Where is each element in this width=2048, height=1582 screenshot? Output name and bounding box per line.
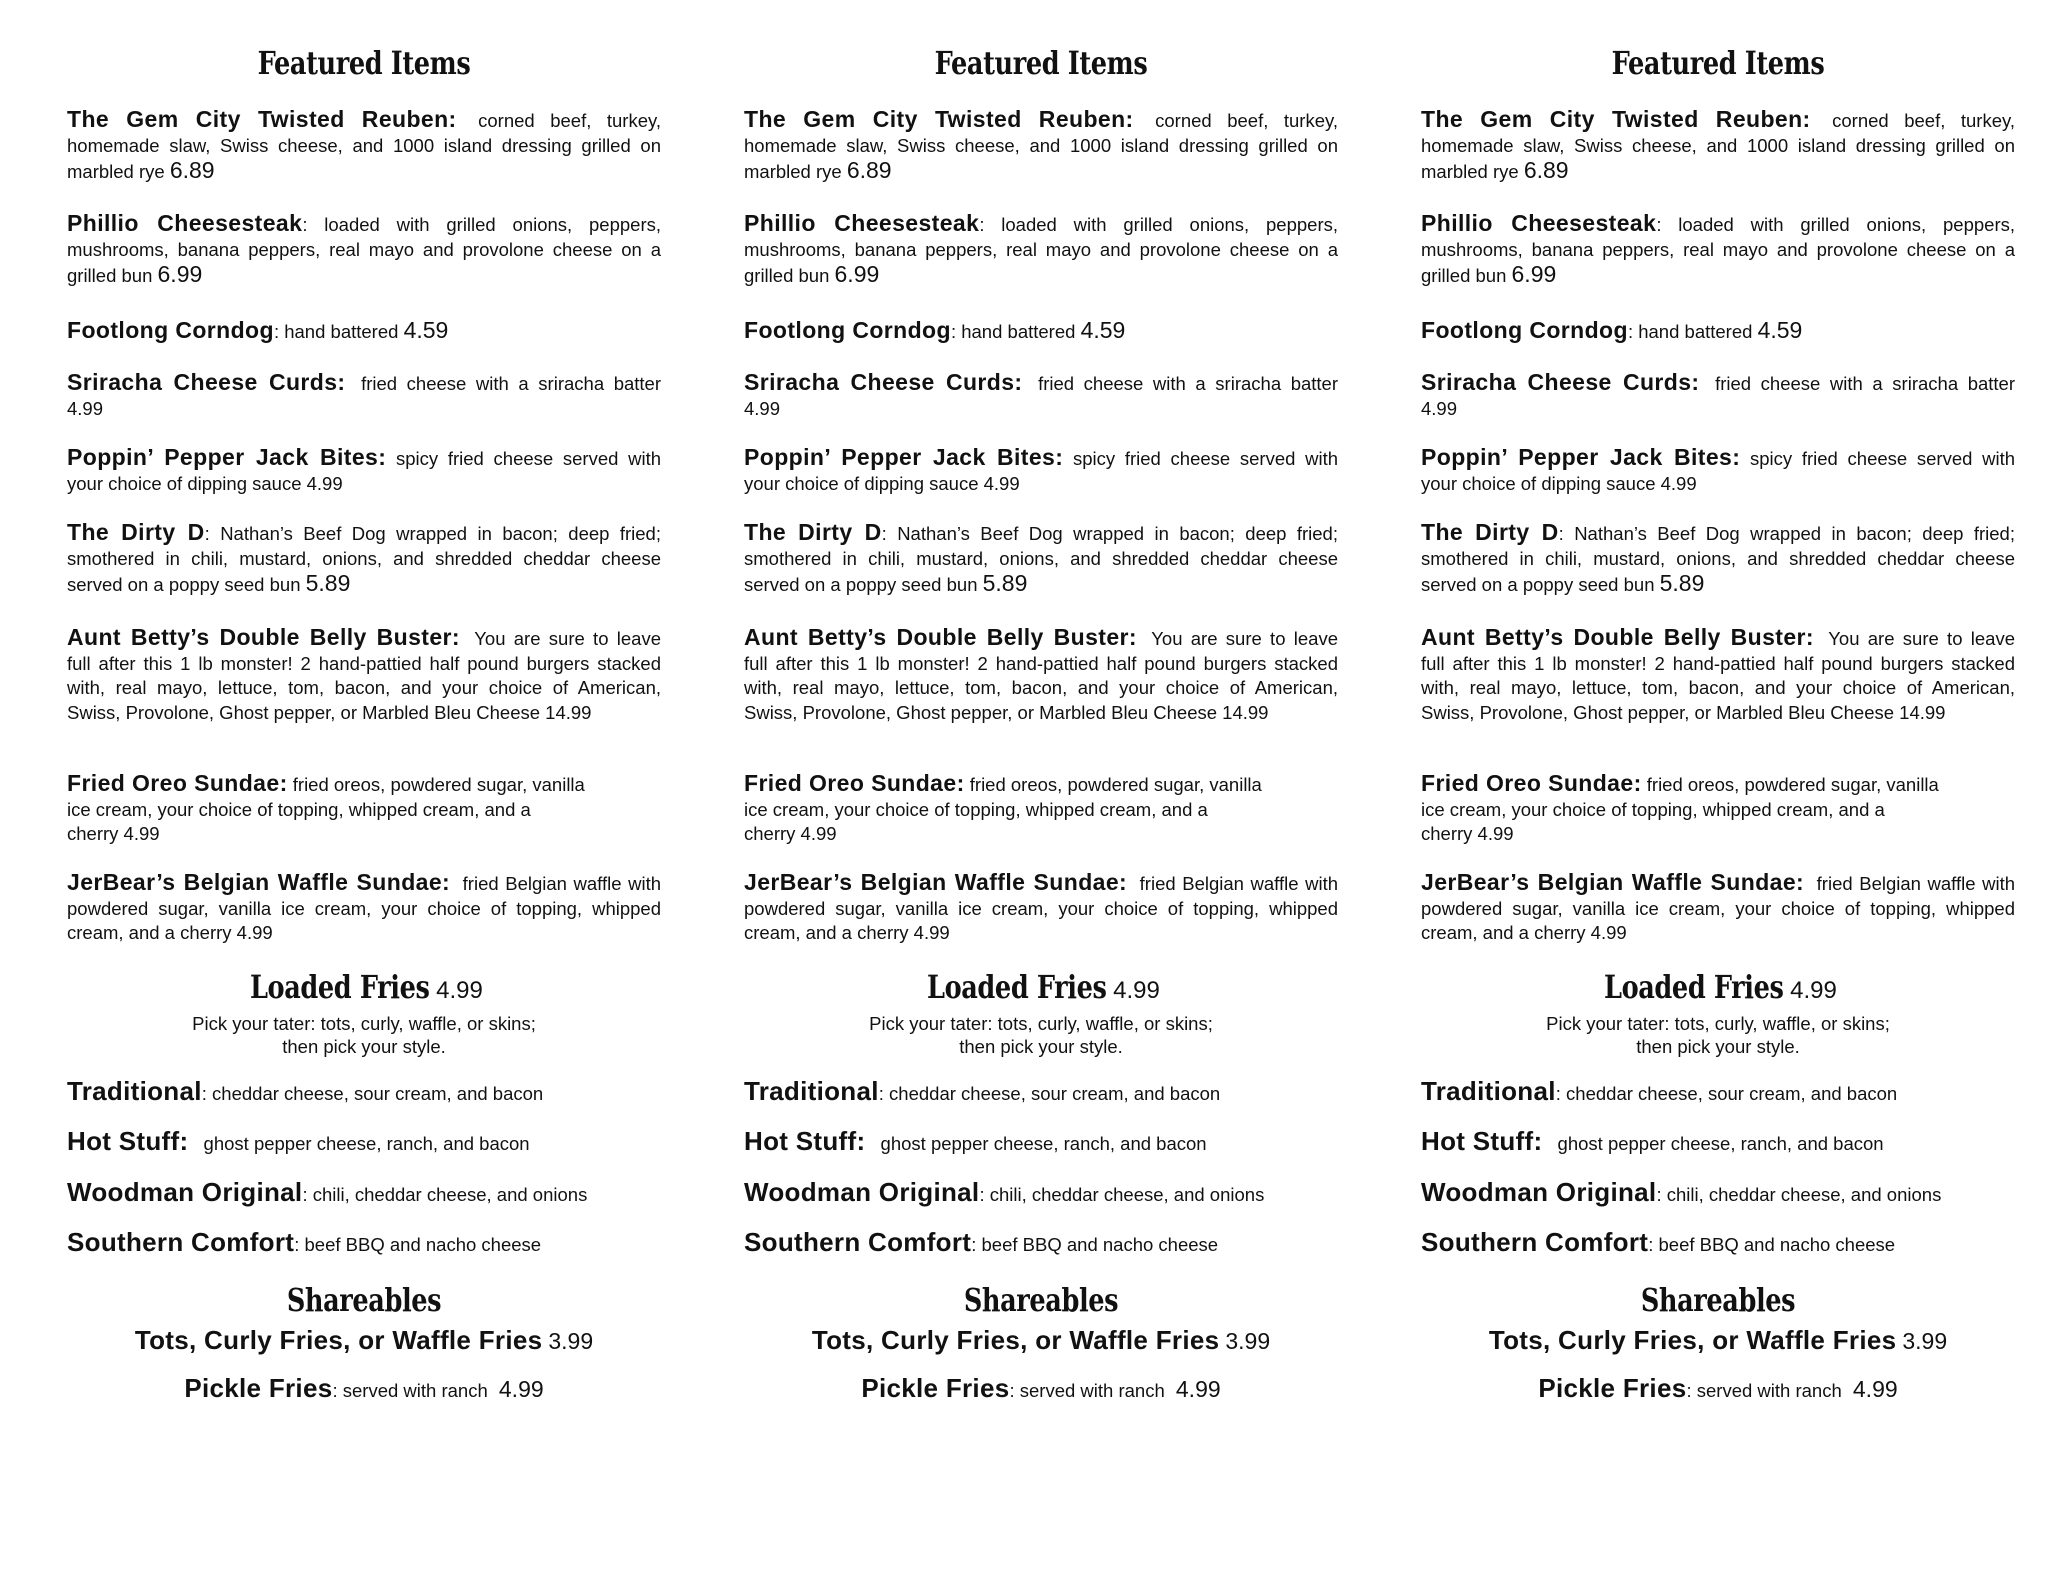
fries-style: Woodman Original: chili, cheddar cheese, and onions — [1421, 1177, 1942, 1207]
fries-style: Southern Comfort: beef BBQ and nacho cheese — [67, 1227, 542, 1257]
menu-item: Fried Oreo Sundae: fried oreos, powdered sugar, vanilla ice cream, your choice of topping, whipped cream, and a cherry 4.99 — [67, 770, 585, 844]
menu-item: Fried Oreo Sundae: fried oreos, powdered sugar, vanilla ice cream, your choice of topping, whipped cream, and a cherry 4.99 — [744, 770, 1262, 844]
menu-item: The Gem City Twisted Reuben: corned beef, turkey, homemade slaw, Swiss cheese, and 1000 island dressing grilled on marbled rye 6.89 — [744, 106, 1339, 183]
menu-item: Poppin’ Pepper Jack Bites: spicy fried cheese served with your choice of dipping sauce 4.99 — [1421, 444, 2015, 494]
shareable-item: Pickle Fries: served with ranch 4.99 — [184, 1373, 544, 1403]
loaded-fries-heading: Loaded Fries 4.99 — [249, 968, 483, 1006]
fries-style: Southern Comfort: beef BBQ and nacho cheese — [1421, 1227, 1896, 1257]
menu-item: Sriracha Cheese Curds: fried cheese with a sriracha batter 4.99 — [67, 369, 662, 419]
menu-item: Aunt Betty’s Double Belly Buster: You are sure to leave full after this 1 lb monster! 2 hand-pattied half pound burgers stacked with, real mayo, lettuce, tom, bacon, and your choice of American, Swiss, Provolone, Ghost pepper, or Marbled Bleu Cheese 14.99 — [1421, 624, 2015, 723]
loaded-fries-heading: Loaded Fries 4.99 — [1603, 968, 1837, 1006]
menu-item: JerBear’s Belgian Waffle Sundae: fried Belgian waffle with powdered sugar, vanilla ice cream, your choice of topping, whipped cream, and a cherry 4.99 — [67, 869, 661, 943]
menu-panel-1 — [67, 0, 661, 1582]
menu-item: Phillio Cheesesteak: loaded with grilled onions, peppers, mushrooms, banana peppers, real mayo and provolone cheese on a grilled bun 6.99 — [1421, 210, 2016, 287]
menu-item: Sriracha Cheese Curds: fried cheese with a sriracha batter 4.99 — [1421, 369, 2016, 419]
menu-item: The Dirty D: Nathan’s Beef Dog wrapped in bacon; deep fried; smothered in chili, mustard, onions, and shredded cheddar cheese served on a poppy seed bun 5.89 — [1421, 519, 2015, 596]
fries-style: Hot Stuff: ghost pepper cheese, ranch, and bacon — [1421, 1126, 1884, 1156]
menu-panel-2 — [744, 0, 1338, 1582]
shareable-item: Pickle Fries: served with ranch 4.99 — [1538, 1373, 1898, 1403]
fries-style: Southern Comfort: beef BBQ and nacho cheese — [744, 1227, 1219, 1257]
menu-item: JerBear’s Belgian Waffle Sundae: fried Belgian waffle with powdered sugar, vanilla ice cream, your choice of topping, whipped cream, and a cherry 4.99 — [1421, 869, 2015, 943]
menu-item: Sriracha Cheese Curds: fried cheese with a sriracha batter 4.99 — [744, 369, 1339, 419]
menu-panel-3 — [1421, 0, 2015, 1582]
menu-item: Poppin’ Pepper Jack Bites: spicy fried cheese served with your choice of dipping sauce 4.99 — [744, 444, 1338, 494]
featured-heading: Featured Items — [257, 44, 471, 82]
fries-style: Woodman Original: chili, cheddar cheese, and onions — [67, 1177, 588, 1207]
menu-item: Aunt Betty’s Double Belly Buster: You are sure to leave full after this 1 lb monster! 2 hand-pattied half pound burgers stacked with, real mayo, lettuce, tom, bacon, and your choice of American, Swiss, Provolone, Ghost pepper, or Marbled Bleu Cheese 14.99 — [67, 624, 661, 723]
fries-style: Traditional: cheddar cheese, sour cream, and bacon — [1421, 1076, 1898, 1106]
menu-item: Footlong Corndog: hand battered 4.59 — [67, 317, 449, 343]
menu-item: The Dirty D: Nathan’s Beef Dog wrapped in bacon; deep fried; smothered in chili, mustard, onions, and shredded cheddar cheese served on a poppy seed bun 5.89 — [744, 519, 1338, 596]
fries-note-line-1: Pick your tater: tots, curly, waffle, or skins; — [869, 1013, 1213, 1034]
fries-style: Hot Stuff: ghost pepper cheese, ranch, and bacon — [744, 1126, 1207, 1156]
menu-item: Phillio Cheesesteak: loaded with grilled onions, peppers, mushrooms, banana peppers, real mayo and provolone cheese on a grilled bun 6.99 — [744, 210, 1339, 287]
menu-item: The Gem City Twisted Reuben: corned beef, turkey, homemade slaw, Swiss cheese, and 1000 island dressing grilled on marbled rye 6.89 — [1421, 106, 2016, 183]
shareables-heading: Shareables — [963, 1281, 1119, 1319]
fries-note-line-2: then pick your style. — [1636, 1036, 1800, 1057]
menu-item: The Gem City Twisted Reuben: corned beef, turkey, homemade slaw, Swiss cheese, and 1000 island dressing grilled on marbled rye 6.89 — [67, 106, 662, 183]
fries-note-line-1: Pick your tater: tots, curly, waffle, or skins; — [192, 1013, 536, 1034]
fries-note-line-2: then pick your style. — [282, 1036, 446, 1057]
shareable-item: Tots, Curly Fries, or Waffle Fries 3.99 — [811, 1325, 1271, 1355]
shareable-item: Tots, Curly Fries, or Waffle Fries 3.99 — [1488, 1325, 1948, 1355]
menu-item: Footlong Corndog: hand battered 4.59 — [744, 317, 1126, 343]
loaded-fries-heading: Loaded Fries 4.99 — [926, 968, 1160, 1006]
menu-item: The Dirty D: Nathan’s Beef Dog wrapped in bacon; deep fried; smothered in chili, mustard, onions, and shredded cheddar cheese served on a poppy seed bun 5.89 — [67, 519, 661, 596]
menu-item: Aunt Betty’s Double Belly Buster: You are sure to leave full after this 1 lb monster! 2 hand-pattied half pound burgers stacked with, real mayo, lettuce, tom, bacon, and your choice of American, Swiss, Provolone, Ghost pepper, or Marbled Bleu Cheese 14.99 — [744, 624, 1338, 723]
fries-style: Traditional: cheddar cheese, sour cream, and bacon — [67, 1076, 544, 1106]
shareables-heading: Shareables — [1640, 1281, 1796, 1319]
menu-item: JerBear’s Belgian Waffle Sundae: fried Belgian waffle with powdered sugar, vanilla ice cream, your choice of topping, whipped cream, and a cherry 4.99 — [744, 869, 1338, 943]
shareables-heading: Shareables — [286, 1281, 442, 1319]
fries-note-line-2: then pick your style. — [959, 1036, 1123, 1057]
shareable-item: Tots, Curly Fries, or Waffle Fries 3.99 — [134, 1325, 594, 1355]
shareable-item: Pickle Fries: served with ranch 4.99 — [861, 1373, 1221, 1403]
fries-style: Traditional: cheddar cheese, sour cream, and bacon — [744, 1076, 1221, 1106]
fries-style: Woodman Original: chili, cheddar cheese, and onions — [744, 1177, 1265, 1207]
menu-item: Poppin’ Pepper Jack Bites: spicy fried cheese served with your choice of dipping sauce 4.99 — [67, 444, 661, 494]
menu-item: Footlong Corndog: hand battered 4.59 — [1421, 317, 1803, 343]
featured-heading: Featured Items — [934, 44, 1148, 82]
fries-note-line-1: Pick your tater: tots, curly, waffle, or skins; — [1546, 1013, 1890, 1034]
menu-item: Fried Oreo Sundae: fried oreos, powdered sugar, vanilla ice cream, your choice of topping, whipped cream, and a cherry 4.99 — [1421, 770, 1939, 844]
featured-heading: Featured Items — [1611, 44, 1825, 82]
fries-style: Hot Stuff: ghost pepper cheese, ranch, and bacon — [67, 1126, 530, 1156]
menu-item: Phillio Cheesesteak: loaded with grilled onions, peppers, mushrooms, banana peppers, real mayo and provolone cheese on a grilled bun 6.99 — [67, 210, 662, 287]
